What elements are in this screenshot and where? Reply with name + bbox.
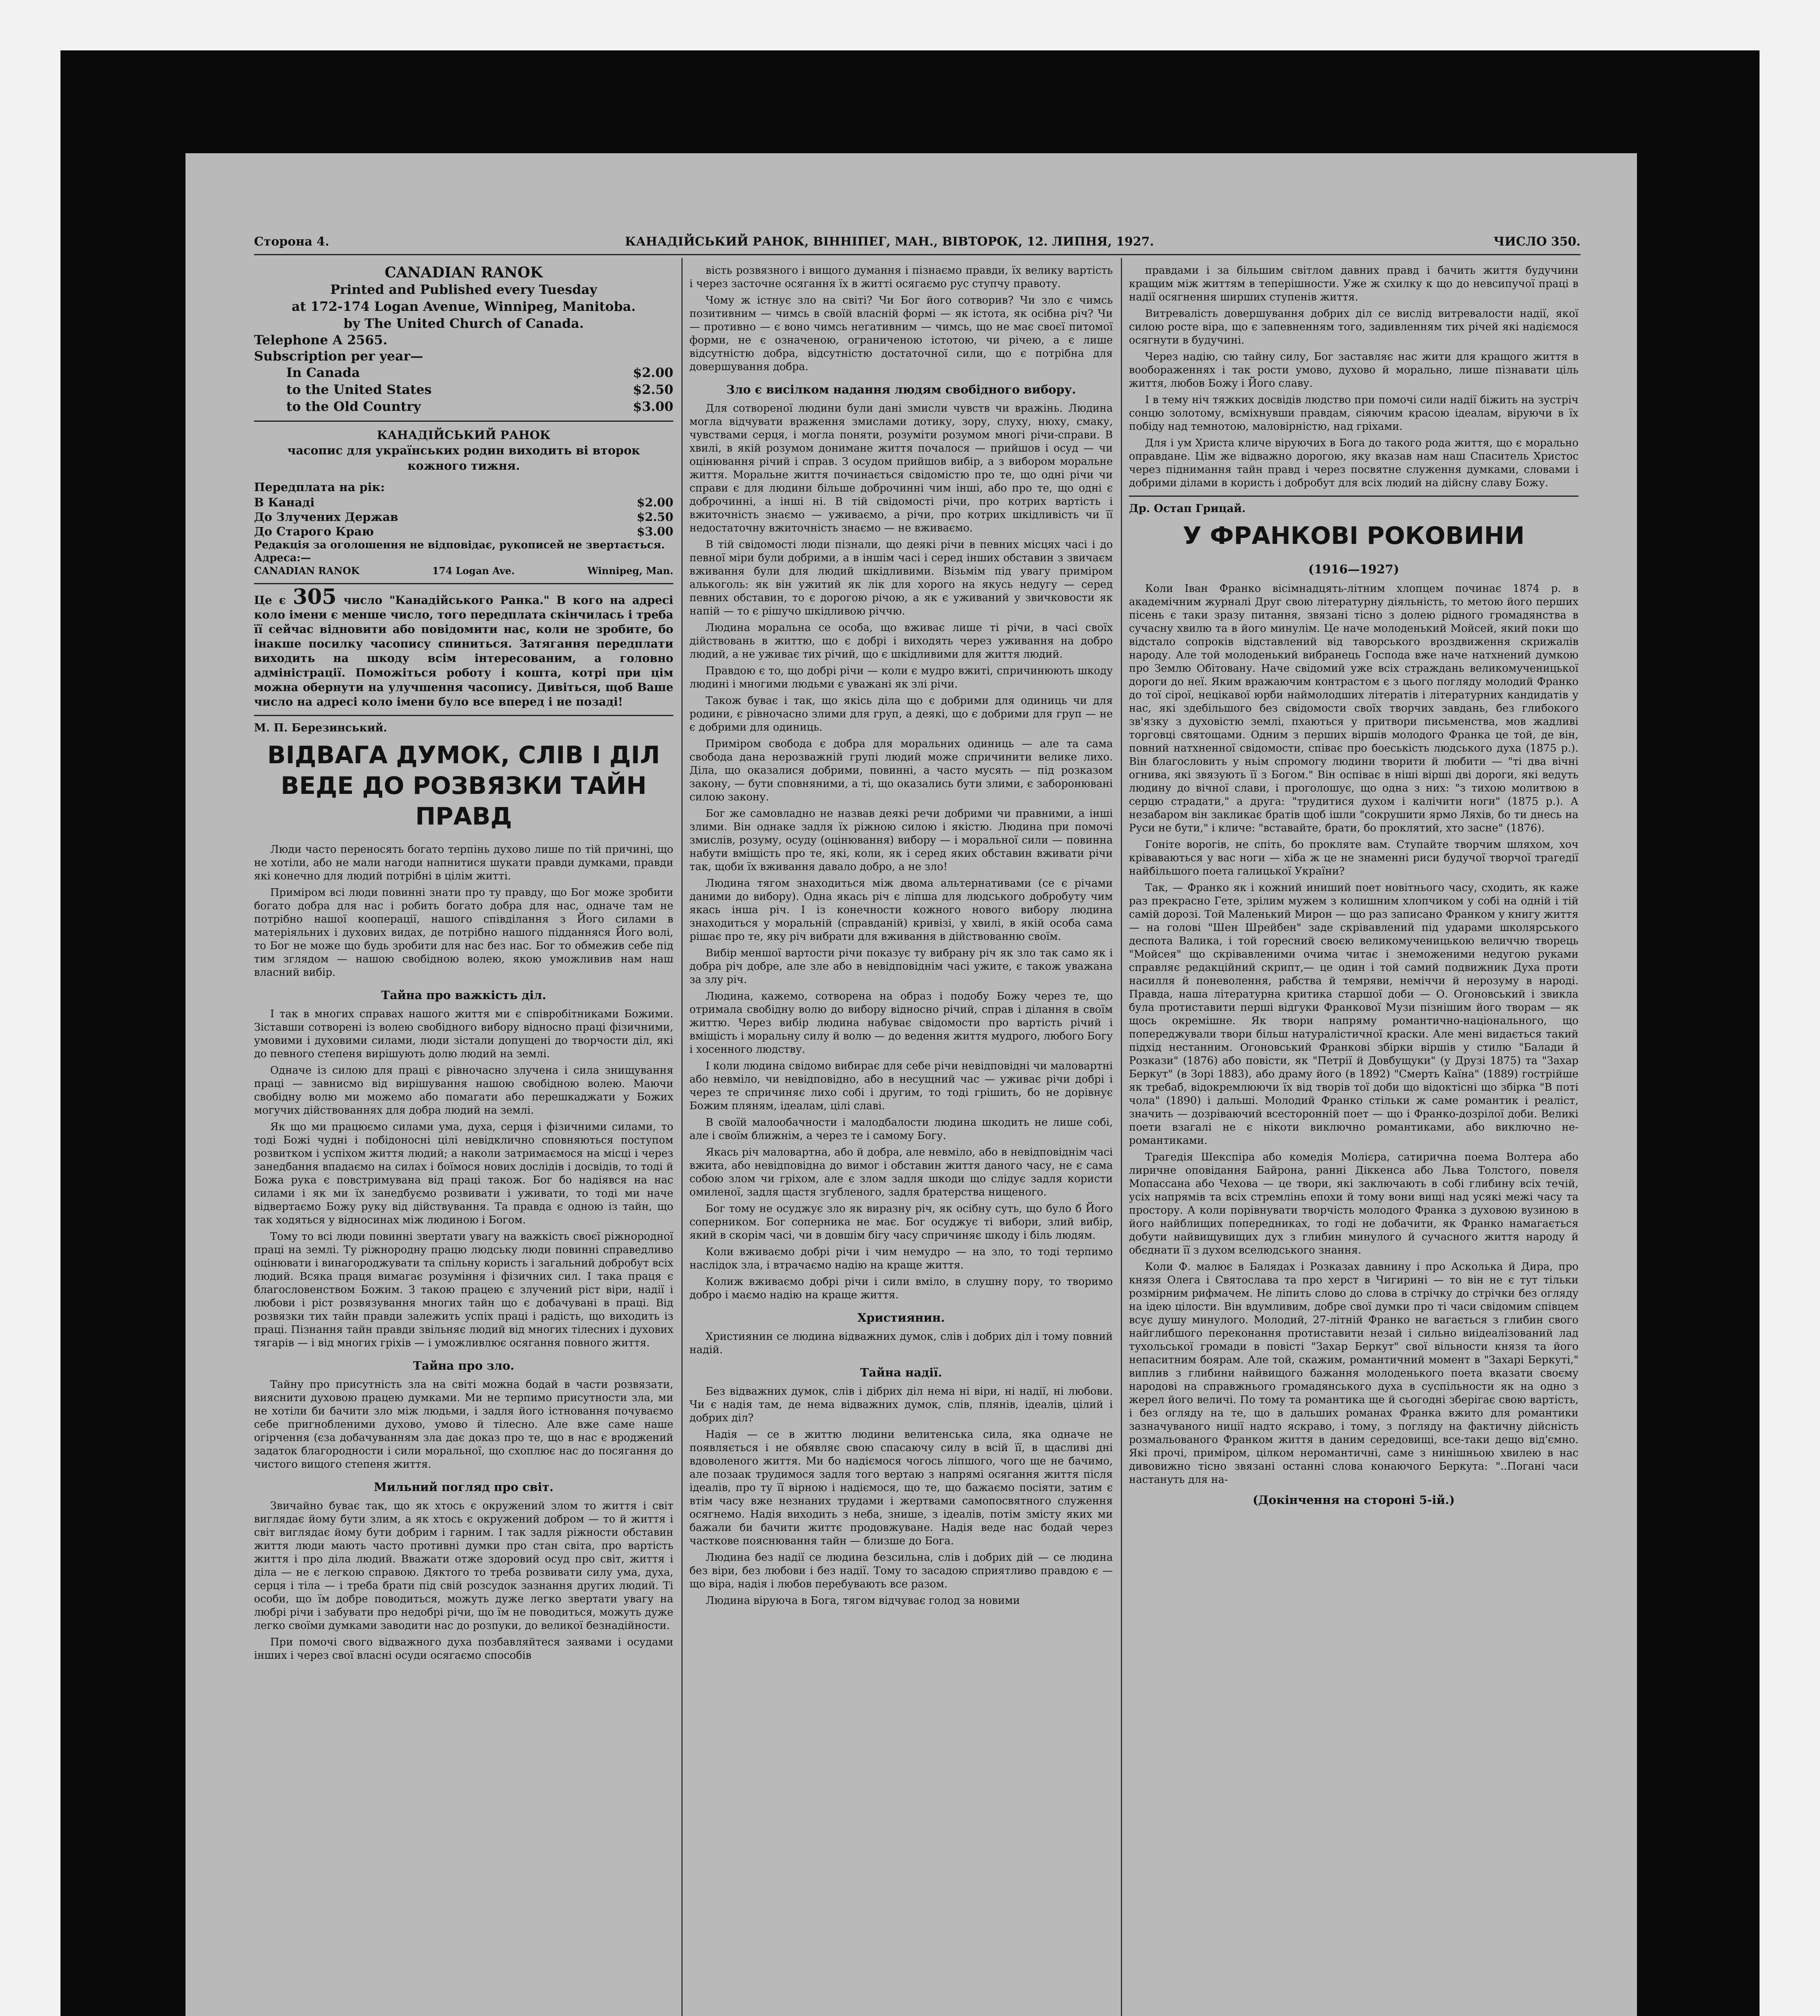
- paragraph: Приміром свобода є добра для моральних одиниць — але та сама свобода дана нерозважній групі людий може спричинити велике лихо. Діла, що оказалися добрими, повинні, а часто мусять — під розказом закону, — бути сповняними, а ті, що оказались бути злими, є заборонювані силою закону.: [689, 738, 1113, 803]
- paragraph: Також буває і так, що якісь діла що є добрими для одиниць чи для родини, є рівночасно злими для груп, а деякі, що є добрими для груп — не є добрими для одиниць.: [689, 695, 1113, 733]
- subscription-label: Subscription per year—: [254, 348, 423, 364]
- paragraph: Тайну про присутність зла на світі можна бодай в части розвязати, вияснити духовою працею думками. Ми не терпимо присутности зла, ми не хотіли би бачити зло між людьми, і задля його істновання почуваємо себе пригнобленими духово, умово й тілесно. Але вже саме наше огірчення (єза добачуванням зла дає доказ про те, що в нас є вроджений задаток благородности і сили моральної, що схоплює нас до посягання до чистого вищого степеня життя.: [254, 1379, 673, 1470]
- column-3: [1129, 264, 1578, 2016]
- column-rule: [681, 258, 683, 2016]
- article-headline: У ФРАНКОВІ РОКОВИНИ: [1183, 522, 1525, 550]
- article-years: (1916—1927): [1308, 562, 1399, 577]
- rate-row: to the Old Country $3.00: [286, 399, 673, 414]
- article-author: М. П. Березинський.: [254, 722, 387, 734]
- section-heading: Тайна про важкість діл.: [381, 988, 546, 1002]
- masthead: [254, 230, 1581, 255]
- imprint-line: кожного тижня.: [407, 459, 520, 473]
- paragraph: Вибір меншої вартости річи показує ту вибрану річ як зло так само як і добра річ добре, але зле або в невідповіднім часі ужите, є також уважана за злу річ.: [689, 947, 1113, 986]
- paragraph: правдами і за більшим світлом давних правд і бачить життя будучини кращим між життям в теперішности. Уже ж схилку к що до невсипучої праці в надії осягнення ширших ступенів життя.: [1129, 264, 1578, 303]
- divider: [254, 583, 673, 584]
- paragraph: Людина моральна се особа, що вживає лише ті річи, в часі своїх дійствовань в життю, що є добрі і виходять через уживання на добро людий, а не уживає тих річий, що є шкідливими для життя людий.: [689, 622, 1113, 660]
- rate-row: До Злучених Держав $2.50: [254, 510, 673, 524]
- page-number: Сторона 4.: [254, 235, 329, 249]
- column-1: [254, 264, 673, 2016]
- imprint-line: by The United Church of Canada.: [343, 316, 584, 331]
- paragraph: Коли Ф. малює в Балядах і Розказах давнину і про Асколька й Дира, про князя Олега і Святослава та про херст в Чигирині — то він не є тут тільки розмірним рифмачем. Не ліпить слово до слова в стрічку до стрічки без огляду на ідею цілости. Він вдумливим, добре свої думки про ті часи свідомим співцем всує душу минулого. Молодий, 27-літній Франко не вагається з глибин свого найглибшого переконання протиставити незай і сильно виідеалізований лад тухольської громади в повісті "Захар Беркут" свої вільности князя та його непаситним боярам. Але той, скажим, романтичний момент в "Захарі Беркуті," виплив з глибини найвищого бажання молоденького поета вказати своєму народові на справжнього громадянського духа в суспільности як на одно з жерел його величі. По тому та романтика ще й сьогодні зберігає свою вартість, і без огляду на те, що в дальших романах Франка вжито для романтики зазначуваного ниції надто яскраво, і тому, з погляду на фактичну дійсність розмальованого Франком життя в даним середовищі, все-таки дещо від'ємно. Які прочі, приміром, цілком неромантичні, саме з нинішньою хвилею в нас дивовижно тісно звязані останні слова конаючого Беркута: "..Погані часи настануть для на-: [1129, 1261, 1578, 1486]
- paragraph: Людина, кажемо, сотворена на образ і подобу Божу через те, що отримала свобідну волю до вибору відносно річий, справ і ділання в своїм життю. Через вибір людина набуває свідомости про вартість річий і вміщість і моральну силу й волю — до ведення життя мудрого, любого Богу і хосенного людству.: [689, 990, 1113, 1056]
- column-rule: [1121, 258, 1122, 2016]
- rate-row: В Канаді $2.00: [254, 496, 673, 509]
- paragraph: Без відважних думок, слів і дібрих діл нема ні віри, ні надії, ні любови. Чи є надія там, де нема відважних думок, слів, плянів, ідеалів, цілий і добрих діл?: [689, 1385, 1113, 1424]
- paragraph: Витревалість довершування добрих діл се вислід витревалости надії, якої силою росте віра, що є запевненням того, задивленням тих річей які надіємося осягнути в будучині.: [1129, 308, 1578, 346]
- paragraph: Для і ум Христа кличе віруючих в Бога до такого рода життя, що є морально оправдане. Цім же відважно дорогою, яку вказав нам наш Спаситель Христос через піднимання тайн правд і через посвятне служення думками, словами і добрими ділами в користь і добробут для всіх людий на дійсну славу Божу.: [1129, 437, 1578, 489]
- paragraph: І в тему ніч тяжких досвідів людство при помочі сили надії біжить на зустріч сонцю золотому, всміхнувши правдам, сіяючим красою ідеалам, віруючи в їх побіду над темнотою, маловірністю, над гріхами.: [1129, 394, 1578, 433]
- imprint-line: часопис для українських родин виходить ві второк: [287, 444, 640, 457]
- paragraph: Людина тягом знаходиться між двома альтернативами (се є річами даними до вибору). Одна якась річ є ліпша для людського добробуту чим якась інша річ. І із конечности кожного нового вибору людина знаходиться у моральній (справданій) кривізі, у хвилі, в якій особа сама рішає про те, яку річ вибрати для вживання в дійствованню своїм.: [689, 877, 1113, 943]
- paragraph: Тому то всі люди повинні звертати увагу на важкість своєї ріжнородної праці на землі. Ту ріжнородну працю людську люди повинні справедливо оцінювати і винагороджувати та спільну користь і загальний добробут всіх людий. Всяка праця вимагає розуміння і фізичних сил. І така праця є благословенством Божим. З такою працею є злучений ріст віри, надії і любови і ріст розвязування многих тайн що є добачувані в праці. Від розвязки тих тайн правди залежить успіх праці і радість, що виходить із праці. Пізнання тайн правди звільняє людий від многих тілесних і духових тягарів — і від многих гріхів — і уможливлює осягання повного життя.: [254, 1231, 673, 1349]
- section-heading: Тайна надії.: [860, 1366, 942, 1379]
- ukrainian-imprint: [254, 427, 673, 473]
- paragraph: Бог же самовладно не назвав деякі речи добрими чи правними, а інші злими. Він однаке задля їх ріжною силою і якістю. Людина при помочі змислів, розуму, осуду (оцінювання) вибору — і моральної сили — повинна набути вміщість про те, які, коли, як і серед яких обставин вживати річи так, щоби їх вживання давало добро, а не зло!: [689, 808, 1113, 873]
- paragraph: Чому ж істнує зло на світі? Чи Бог його сотворив? Чи зло є чимсь позитивним — чимсь в своїй власній формі — як істота, як осібна річ? Чи — противно — є воно чимсь негативним — чимсь, що не має своєї питомої форми, не є означеною, ограниченою істотою, чи річею, а є лише відсутністю добра, відсутністю достаточної сили, що є потрібна для довершування добра.: [689, 294, 1113, 373]
- imprint-line: at 172-174 Logan Avenue, Winnipeg, Manitoba.: [292, 299, 636, 314]
- paragraph: Гоніте ворогів, не спіть, бо прокляте вам. Ступайте творчим шляхом, хоч кріваваються у вас ноги — хіба ж це не знаменні риси будучої творчої трагедії найбільшого поета галицької України?: [1129, 839, 1578, 877]
- paragraph: Коли Іван Франко вісімнадцять-літним хлопцем починає 1874 р. в академічним журналі Друг свою літературну діяльність, то метою його перших пісень є таки зразу питання, звязані тісно з долею рідного громадянства в сучасну хвилю та в його минулім. Це наче молоденький Мойсей, який поки що відстало сопроків відставлений від таворського вроздвиження скрижалів народу. Але той молоденький вибранець Господа вже наче натхнений думкою про Землю Обітовану. Наче свідомий уже всіх страждань великомученицької дороги до неї. Яким вражаючим контрастом є з цього погляду молодий Франко до тої сірої, нецікавої юрби наймолодших літератів і літературних кандидатів у нас, які здебільшого без свідомости своїх творчих завдань, без глибокого зв'язку з духовістю землі, пхаються у притвори письменства, мов жадливі торговці святощами. Одним з перших віршів молодого Франка це той, де він, повний натхненної свідомости, співає про боеськість людського духа (1875 р.). Він благословить у ньім спромогу людини творити й любити — "ті два вічні огнива, які звязують її з Богом." Він оспіває в ніші вірші дві дороги, які ведуть людину до вічної слави, і проголошує, що одна з них: "з тихою молитвою в серцю страдати," а друга: "трудитися духом і калічити ноги" (1875 р.). А незабаром він закликає братів щоб ішли "сокрушити ярмо Ляхів, бо ти днесь на Руси не бути," і кличе: "вставайте, брати, бо проклятий, хто засне" (1876).: [1129, 583, 1578, 834]
- article-author: Др. Остап Грицай.: [1129, 502, 1246, 515]
- rate-row: До Старого Краю $3.00: [254, 525, 673, 538]
- rate-row: In Canada $2.00: [286, 365, 673, 380]
- paragraph: Коли вживаємо добрі річи і чим немудро — на зло, то тоді терпимо наслідок зла, і втрачаємо надію на краще життя.: [689, 1246, 1113, 1271]
- paragraph: Правдою є то, що добрі річи — коли є мудро вжиті, спричинюють шкоду людині і многими людьми є уважані як злі річи.: [689, 665, 1113, 690]
- paragraph: Людина без надії се людина безсильна, слів і добрих дій — се людина без віри, без любови і без надії. Тому то засадою сприятливо правдою є — що віра, надія і любов перебувають все разом.: [689, 1552, 1113, 1590]
- address-row: CANADIAN RANOK 174 Logan Ave. Winnipeg, Man.: [254, 565, 673, 577]
- paragraph: Як що ми працюємо силами ума, духа, серця і фізичними силами, то тоді Божі чудні і побідоносні цілі невідклично сповняються поступом розвитком і успіхом життя людий; а наколи затримаємося на місці і через занедбання впадаємо на силах і боїмося нових дослідів і досвідів, то тоді й Божа рука є повстримувана від праці також. Бог бо надіявся на нас силами і як ми їх занедбуємо розвивати і уживати, то тоді ми наче відвертаємо Божу руку від дійствування. Та правда є одною із тайн, що так ходяться у відносинах між людиною і Богом.: [254, 1121, 673, 1226]
- section-heading: Мильний погляд про світ.: [374, 1480, 554, 1494]
- paragraph: І коли людина свідомо вибирає для себе річи невідповідні чи маловартні або невміло, чи невідповідно, або в несущний час — уживає річи добрі і через те спричиняє лихо собі і другим, то тоді грішить, бо не дорівнує Божим пляням, ідеалам, цілі славі.: [689, 1060, 1113, 1112]
- subscription-notice: Це є 305 число "Канадійського Ранка." В кого на адресі коло імени є менше число, того передплата скінчилась і треба її сейчас відновити або повідомити нас, коли не зробите, бо інакше посилку часопису спиниться. Затягання передплати виходить на шкоду всім інтересованим, а головно адміністрації. Поможіться роботу і кошта, котрі при цім можна обернути на улучшення часопису. Дивіться, щоб Ваше число на адресі коло імени було все вперед і не позаді!: [254, 585, 673, 708]
- telephone: Telephone A 2565.: [254, 332, 387, 348]
- paragraph: Звичайно буває так, що як хтось є окружений злом то життя і світ виглядає йому бути злим, а як хтось є окружений добром — то й життя і світ виглядає йому бути добрим і гарним. І так задля ріжности обставин життя люди мають часто противні думки про стан світа, про вартість життя і про діла людий. Вважати отже здоровий осуд про світ, життя і діла — не є легкою справою. Дяктого то треба розвивати силу ума, духа, серця і тіла — і треба брати під свій розсудок зазнання других людий. Ті особи, що їм добре поводиться, можуть дуже легко звертати увагу на любрі річи і забувати про недобрі річи, що їм не поводиться, можуть дуже легко своїми думками заводити нас до розпуки, до великої безнадійности.: [254, 1500, 673, 1632]
- paragraph: Християнин се людина відважних думок, слів і добрих діл і тому повний надій.: [689, 1331, 1113, 1356]
- paragraph: Через надію, сю тайну силу, Бог заставляє нас жити для кращого життя в вообораженнях і так рости умово, духово й морально, лише пізнавати ціль життя, любов Божу і Його славу.: [1129, 351, 1578, 389]
- newspaper-page: [185, 153, 1637, 2016]
- prepay-label: Передплата на рік:: [254, 480, 385, 494]
- section-heading: Християнин.: [857, 1311, 945, 1325]
- imprint-title: CANADIAN RANOK: [384, 264, 543, 281]
- paragraph: Надія — се в життю людини велитенська сила, яка одначе не появляється і не обявляє свою спасаючу силу в всій її, в щасливі дні вдоволеного життя. Ми бо надіємося чогось ліпшого, чого ще не бачимо, але позаак трудимося задля того вертаю з напрямі осягання життя після ідеалів, про ту її вірною і надіємося, що те, що бажаємо посіяти, затим є втім часу вже незнаних трудами і жертвами самопосвятного служення осягнемо. Надія виходить з неба, знише, з ідеалів, потім змісту яких ми бажали би бачити життє продовжуване. Надія веде нас бодай через часткове пояснювання тайн — близше до Бога.: [689, 1429, 1113, 1547]
- divider: [1129, 496, 1578, 497]
- paragraph: І так в многих справах нашого життя ми є співробітниками Божими. Зіставши сотворені із волею свобідного вибору відносно праці фізичними, умовими і духовими силами, люди зістали допущені до творчости діл, які до певного степеня вирішують долю людий на землі.: [254, 1008, 673, 1060]
- paragraph: Приміром всі люди повинні знати про ту правду, що Бог може зробити богато добра для нас і робить богато добра для нас, одначе там не потрібно нашої кооперації, нашого співділання з Його силами в матеріяльних і духових видах, де потрібно нашого підданняся Його волі, то Бог не може що будь зробити для нас без нас. Бог то обмежив себе під тим зглядом — нашою свобідною волею, якою уможливив нам наш власний вибір.: [254, 887, 673, 979]
- imprint-title: КАНАДІЙСЬКИЙ РАНОК: [377, 428, 551, 442]
- paragraph: В своїй малообачности і малодбалости людина шкодить не лише собі, але і своїм ближнім, а через те і самому Богу.: [689, 1116, 1113, 1142]
- section-heading: Тайна про зло.: [413, 1359, 514, 1372]
- paragraph: Так, — Франко як і кожний иниший поет новітнього часу, сходить, як каже раз прекрасно Гете, зрілим мужем з колишним хлопчиком у собі на одній і тій самій дорозі. Той Маленький Мирон — що раз записано Франком у книгу життя — на голові "Шен Шрейбен" заде скрівавлений під ударами школярського деспота Валика, і той гoрecний своєю великомученицькою величчю творець "Мойсея" що скрівавленими очима читає і знеможеними недугою руками справляє редакційний скрипт,— це один і той самий подвижник Духа проти насилля й поневолення, рабства й темряви, неміччи й нерозуму в народі. Правда, наша літературна критика старшої доби — О. Огоновський і звикла була протиставити перші відгуки Франкової Музи пізнішим його творам — як щось окремішне. Як твори напряму романтично-національного, що попереджували твори більш натуралістичної краски. Але мені видається такий підхід нестанним. Огоновський Франкові збірки віршів у стилю "Балади й Розкази" (1876) або повісти, як "Петрії й Довбущуки" (у Друзі 1875) та "Захар Беркут" (в Зорі 1883), або драму його (в 1892) "Смерть Каїна" (1889) гострійше як требаб, відокремлюючи їх від творів тої доби що відоктісні що збірка "В поті чола" (1890) і дальші. Молодий Франко стільки ж саме романтик і реаліст, значить — дозріваючий всесторонній поет — що і Франко-дозрілої доби. Великі поети взагалі не є нікоти виключно романтиками, або виключно не-романтиками.: [1129, 882, 1578, 1147]
- divider: [254, 421, 673, 422]
- issue-count: 305: [293, 585, 337, 609]
- paragraph: Для сотвореної людини були дані змисли чувств чи вражінь. Людина могла відчувати враження змислами дотику, зору, слуху, нюху, смаку, чувствами серця, і могла поняти, розуміти розумом многі річи-справи. В хвилі, в якій розумом донимане життя почалося — прийшов і осуд — чи оцінювання річий і справ. З осудом прийшов вибір, а з вибором моральне життя. Моральне життя починається свідомістю про те, що одні річи чи справи є для людини більше доброчинні чим інші, або про те, що одні є доброчинні, а інші ні. В тій свідомості річи, про котрих вартість і вжиточність знаємо — уживаємо, а річи, про котрих шкідливість чи її недостаточну вжиточність знаємо — не вживаємо.: [689, 402, 1113, 534]
- paragraph: В тій свідомості люди пізнали, що деякі річи в певних місцях часі і до певної міри були добрими, а в іншім часі і серед інших обставин з звичаєм вживання були для людий шкідливими. Візьмім під увагу приміром алькоголь: як він ужитий як лік для хорого на якусь недугу — серед певних обставин, то є дорогою річою, а як є уживаний у звичковости як напій — то є рішучо шкідливою річчю.: [689, 539, 1113, 617]
- english-imprint: [254, 264, 673, 332]
- paragraph: вість розвязного і вищого думання і пізнаємо правди, їх велику вартість і через засточне осягання їх в житті осягаємо рус ступчу правоту.: [689, 264, 1113, 290]
- paragraph: Людина віруюча в Бога, тягом відчуває голод за новими: [706, 1595, 1020, 1607]
- paragraph: При помочі свого відважного духа позбавляйтеся заявами і осудами інших і через свої власні осуди осягаємо способів: [254, 1636, 673, 1662]
- paragraph: Люди часто переносять богато терпінь духово лише по тій причині, що не хотіли, або не мали нагоди напнитися шукати правди думками, правди які конечно для людий потрібні в цілім житті.: [254, 843, 673, 882]
- rate-row: to the United States $2.50: [286, 382, 673, 397]
- editorial-note: Редакція за оголошення не відповідає, рукописей не звертається. Адреса:—: [254, 539, 665, 564]
- issue-number: ЧИСЛО 350.: [1493, 235, 1581, 249]
- paragraph: Якась річ маловартна, або й добра, але невміло, або в невідповіднім часі вжита, або невідповідна до вимог і обставин життя даного часу, не є сама собою злом чи гріхом, але є злом задля шкоди що слідує задля користи омиленої, задля щастя згубленого, задля братерства нищеного.: [689, 1146, 1113, 1198]
- paragraph: Трагедія Шекспіра або комедія Молієра, сатирична поема Волтера або лиричне оповідання Байрона, ранні Діккенса або Льва Толстого, повеля Мопассана або Чехова — це твори, які заключають в собі глибину всіх течій, усіх напрямів та всіх стремлінь епохи й тому вони вищі над усякі межі часу та простору. А коли порівнувати творчість молодого Франка з духовою вузиною в його найблищих попередниках, то годі не добачити, як Франко намагається добути найвищувищих дух з глибин минулого й сучасного життя народу й обєднати її з духом вселюдського знання.: [1129, 1151, 1578, 1256]
- paragraph: Одначе із силою для праці є рівночасно злучена і сила знищування праці — завнисмо від вирішування нашою свобідною волею. Маючи свобідну волю ми можемо або помагати або перешкаджати у Божих могучих дійствованнях для добра людий на землі.: [254, 1064, 673, 1116]
- continuation-note: (Докінчення на стороні 5-ій.): [1252, 1493, 1455, 1507]
- masthead-title: КАНАДІЙСЬКИЙ РАНОК, ВІННІПЕГ, МАН., ВІВТОРОК, 12. ЛИПНЯ, 1927.: [625, 235, 1154, 249]
- paragraph: Колиж вживаємо добрі річи і сили вміло, в слушну пору, то творимо добро і маємо надію на краще життя.: [689, 1276, 1113, 1301]
- section-heading: Зло є висілком надання людям свобідного вибору.: [726, 383, 1076, 396]
- imprint-line: Printed and Published every Tuesday: [330, 282, 597, 297]
- divider: [254, 715, 673, 716]
- paragraph: Бог тому не осуджує зло як виразну річ, як осібну суть, що було б Його соперником. Бог соперника не має. Бог осуджує ті вибори, злий вибір, який в скорім часі, чи в довшім бігу часу спричиняє шкоду і біль людям.: [689, 1203, 1113, 1241]
- article-headline: ВІДВАГА ДУМОК, СЛІВ І ДІЛ ВЕДЕ ДО РОЗВЯЗКИ ТАЙН ПРАВД: [267, 741, 660, 831]
- column-2: [689, 264, 1113, 2016]
